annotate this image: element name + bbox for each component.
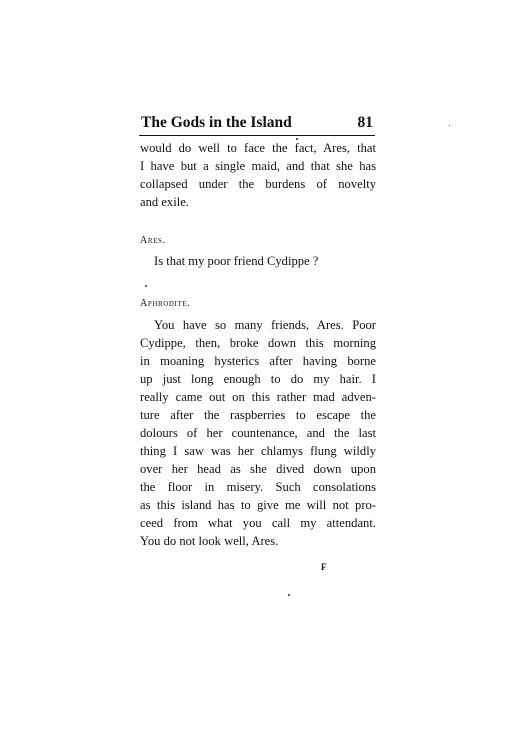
text-line: in moaning hysterics after having borne (140, 354, 376, 368)
text-line: ceed from what you call my attendant. (140, 516, 376, 530)
text-line: thing I saw was her chlamys flung wildly (140, 444, 376, 458)
running-title: The Gods in the Island (141, 114, 292, 131)
page-number: 81 (357, 114, 373, 131)
text-line: up just long enough to do my hair. I (140, 372, 376, 386)
text-line: I have but a single maid, and that she has (140, 159, 376, 173)
ares-speech (140, 252, 376, 270)
scan-speck (296, 138, 298, 140)
text-line: collapsed under the burdens of novelty (140, 177, 376, 191)
text-line: as this island has to give me will not pro- (140, 498, 376, 512)
speaker-aphrodite: Aphrodite. (140, 298, 191, 309)
paragraph-continuation (140, 139, 376, 211)
text-line: Is that my poor friend Cydippe ? (154, 254, 319, 268)
text-line: really came out on this rather mad adven- (140, 390, 376, 404)
text-line: dolours of her countenance, and the last (140, 426, 376, 440)
signature-mark: F (321, 562, 327, 572)
speaker-ares: Ares. (140, 235, 166, 246)
running-header (139, 112, 375, 134)
text-line: and exile. (140, 195, 189, 209)
text-line: would do well to face the fact, Ares, that (140, 141, 376, 155)
text-line: You have so many friends, Ares. Poor (154, 318, 376, 332)
text-line: You do not look well, Ares. (140, 534, 279, 548)
scan-speck (288, 594, 290, 596)
aphrodite-speech (140, 316, 376, 550)
text-line: ture after the raspberries to escape the (140, 408, 376, 422)
text-line: Cydippe, then, broke down this morning (140, 336, 376, 350)
header-rule (139, 135, 375, 136)
scan-speck (449, 125, 450, 126)
scan-speck (145, 285, 147, 287)
text-line: the floor in misery. Such consolations (140, 480, 376, 494)
text-line: over her head as she dived down upon (140, 462, 376, 476)
